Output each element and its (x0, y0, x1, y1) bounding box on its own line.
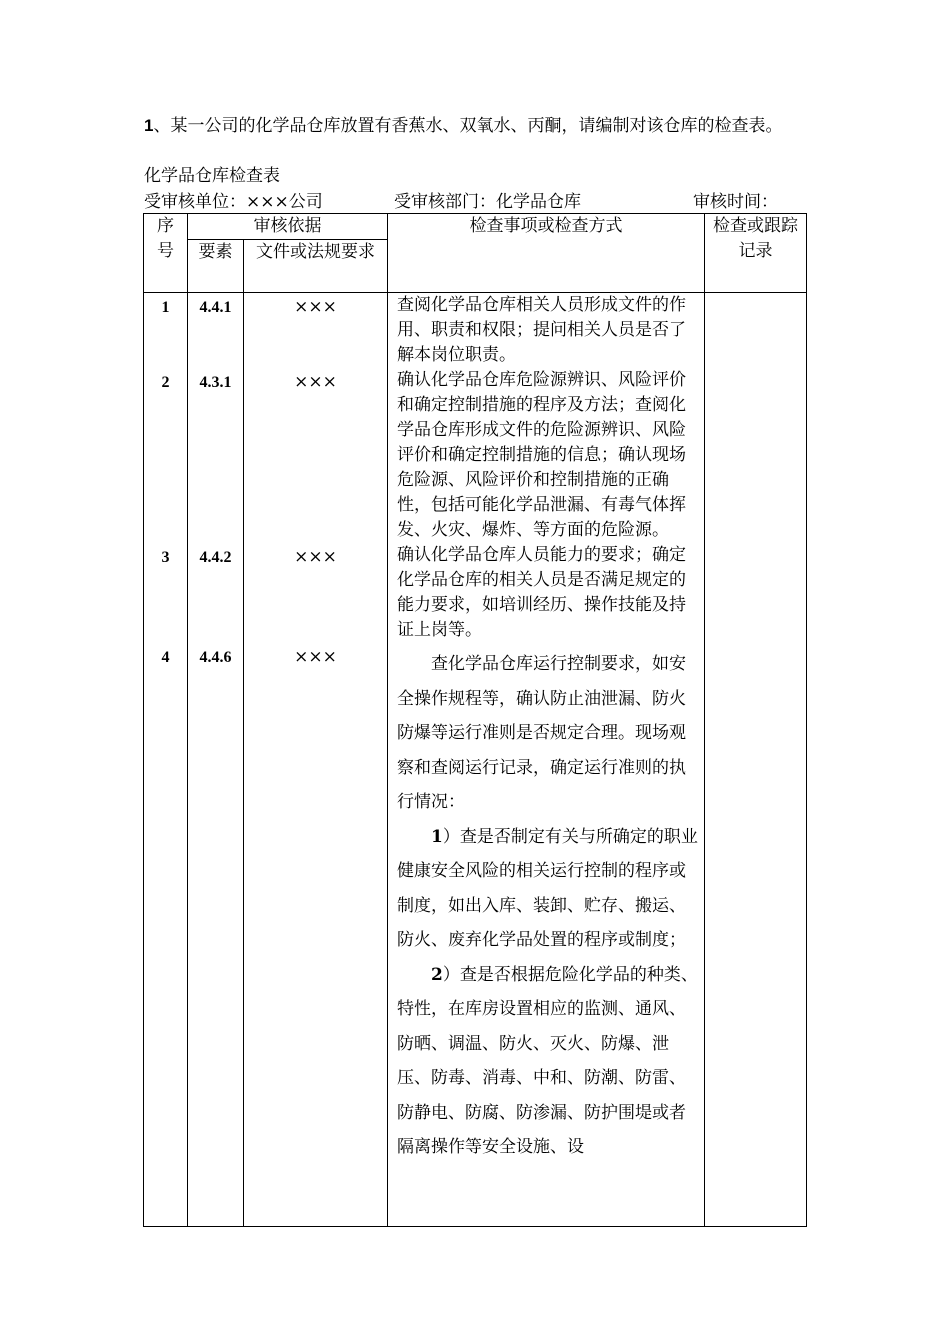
col-seq-header: 序号 (144, 214, 188, 293)
subitem-text: ）查是否根据危险化学品的种类、特性，在库房设置相应的监测、通风、防晒、调温、防火、灭火、防爆、泄压、防毒、消毒、中和、防潮、防雷、防静电、防腐、防渗漏、防护围堤或者隔离操作等安全设施、设 (397, 964, 698, 1157)
col-record-header: 检查或跟踪记录 (705, 214, 807, 293)
desc-item: 确认化学品仓库危险源辨识、风险评价和确定控制措施的程序及方法；查阅化学品仓库形成文件的危险源辨识、风险评价和确定控制措施的信息；确认现场危险源、风险评价和控制措施的正确性，包括可能化学品泄漏、有毒气体挥发、火灾、爆炸、等方面的危险源。 (397, 370, 686, 540)
element-column (188, 293, 244, 1227)
desc-subitem (397, 820, 700, 958)
row-file: ××× (294, 547, 337, 567)
row-element: 4.4.1 (199, 299, 232, 316)
seq-column (144, 293, 188, 1227)
row-seq: 2 (161, 374, 170, 391)
row-file: ××× (294, 297, 337, 317)
col-file-header: 文件或法规要求 (244, 240, 388, 293)
audited-unit: 受审核单位：×××公司 (144, 192, 323, 212)
desc-item: 查阅化学品仓库相关人员形成文件的作用、职责和权限；提问相关人员是否了解本岗位职责。 (397, 295, 686, 365)
table-body-row (144, 293, 807, 1227)
audited-dept: 受审核部门：化学品仓库 (394, 192, 581, 212)
subitem-number: 1 (431, 826, 443, 847)
desc-item: 确认化学品仓库人员能力的要求；确定化学品仓库的相关人员是否满足规定的能力要求，如培训经历、操作技能及持证上岗等。 (397, 545, 686, 640)
row-element: 4.4.6 (199, 649, 232, 666)
question-body: 、某一公司的化学品仓库放置有香蕉水、双氧水、丙酮，请编制对该仓库的检查表。 (153, 116, 783, 136)
audit-time: 审核时间： (693, 192, 778, 212)
row-file: ××× (294, 647, 337, 667)
desc-subitem (397, 958, 700, 1165)
table-header-row (144, 214, 807, 240)
record-column (705, 293, 807, 1227)
row-seq: 3 (161, 549, 170, 566)
question-number: 1 (144, 116, 154, 135)
file-column (244, 293, 388, 1227)
item-column (388, 293, 705, 1227)
row-element: 4.4.2 (199, 549, 232, 566)
desc-item: 查化学品仓库运行控制要求，如安全操作规程等，确认防止油泄漏、防火防爆等运行准则是否规定合理。现场观察和查阅运行记录，确定运行准则的执行情况： (397, 654, 686, 812)
table-title: 化学品仓库检查表 (144, 166, 280, 186)
col-item-header: 检查事项或检查方式 (388, 214, 705, 293)
col-basis-header: 审核依据 (188, 214, 388, 240)
check-table (143, 213, 807, 1227)
subitem-number: 2 (431, 964, 443, 985)
row-seq: 1 (161, 299, 170, 316)
row-element: 4.3.1 (199, 374, 232, 391)
subitem-text: ）查是否制定有关与所确定的职业 健康安全风险的相关运行控制的程序或制度，如出入库、装卸、贮存、搬运、防火、废弃化学品处置的程序或制度； (397, 826, 698, 950)
row-seq: 4 (161, 649, 170, 666)
col-element-header: 要素 (188, 240, 244, 293)
row-file: ××× (294, 372, 337, 392)
question-text (144, 114, 814, 138)
